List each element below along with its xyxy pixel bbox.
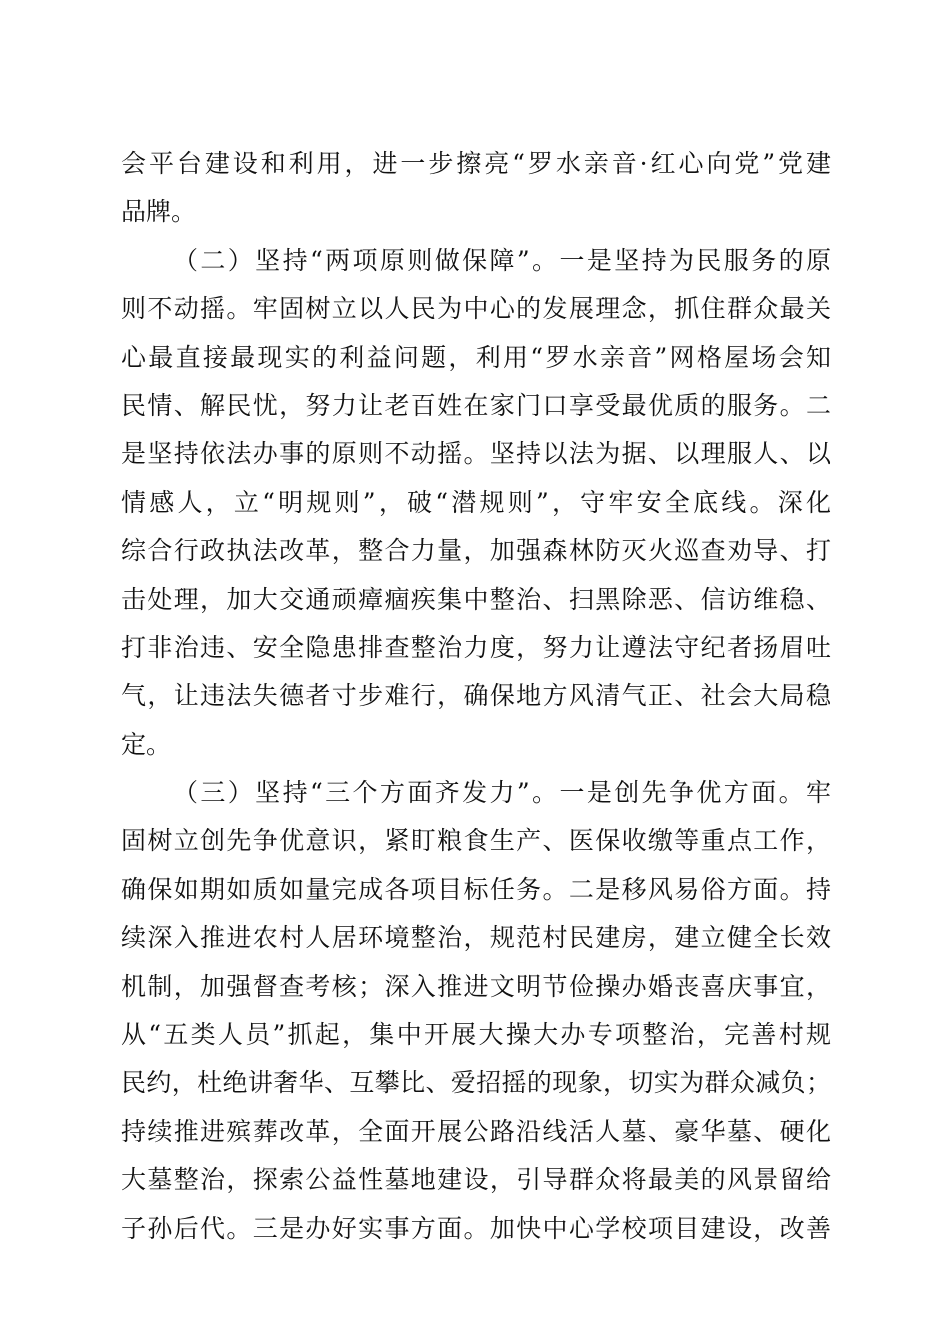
text-line: 民情、解民忧，努力让老百姓在家门口享受最优质的服务。二 [121,390,831,420]
text-line: 持续推进殡葬改革，全面开展公路沿线活人墓、豪华墓、硬化 [121,1116,831,1146]
text-line: 击处理，加大交通顽瘴痼疾集中整治、扫黑除恶、信访维稳、 [121,584,831,614]
text-line: 综合行政执法改革，整合力量，加强森林防灭火巡查劝导、打 [121,536,831,566]
body-text [121,140,831,1253]
text-line: 打非治违、安全隐患排查整治力度，努力让遵法守纪者扬眉吐 [121,632,831,662]
text-line: 则不动摇。牢固树立以人民为中心的发展理念，抓住群众最关 [121,294,831,324]
text-line: 情感人，立“明规则”，破“潜规则”，守牢安全底线。深化 [121,487,831,517]
text-line: 会平台建设和利用，进一步擦亮“罗水亲音·红心向党”党建 [121,149,831,178]
text-line: 续深入推进农村人居环境整治，规范村民建房，建立健全长效 [121,923,831,953]
text-line: 确保如期如质如量完成各项目标任务。二是移风易俗方面。持 [121,874,831,904]
text-line: 心最直接最现实的利益问题，利用“罗水亲音”网格屋场会知 [121,342,831,372]
text-line: 大墓整治，探索公益性墓地建设，引导群众将最美的风景留给 [121,1165,831,1195]
text-line: 机制，加强督查考核；深入推进文明节俭操办婚丧喜庆事宜， [121,971,831,1001]
text-line: 气，让违法失德者寸步难行，确保地方风清气正、社会大局稳 [121,681,831,711]
section-heading-line: （二）坚持“两项原则做保障”。一是坚持为民服务的原 [173,245,831,275]
text-line: 民约，杜绝讲奢华、互攀比、爱招摇的现象，切实为群众减负； [121,1068,831,1098]
text-line: 子孙后代。三是办好实事方面。加快中心学校项目建设，改善 [121,1213,831,1243]
text-line: 品牌。 [121,197,197,227]
text-line: 从“五类人员”抓起，集中开展大操大办专项整治，完善村规 [121,1020,831,1050]
text-line: 固树立创先争优意识，紧盯粮食生产、医保收缴等重点工作， [121,826,831,856]
text-line: 定。 [121,729,172,759]
section-heading-line: （三）坚持“三个方面齐发力”。一是创先争优方面。牢 [173,778,831,808]
text-line: 是坚持依法办事的原则不动摇。坚持以法为据、以理服人、以 [121,439,831,469]
